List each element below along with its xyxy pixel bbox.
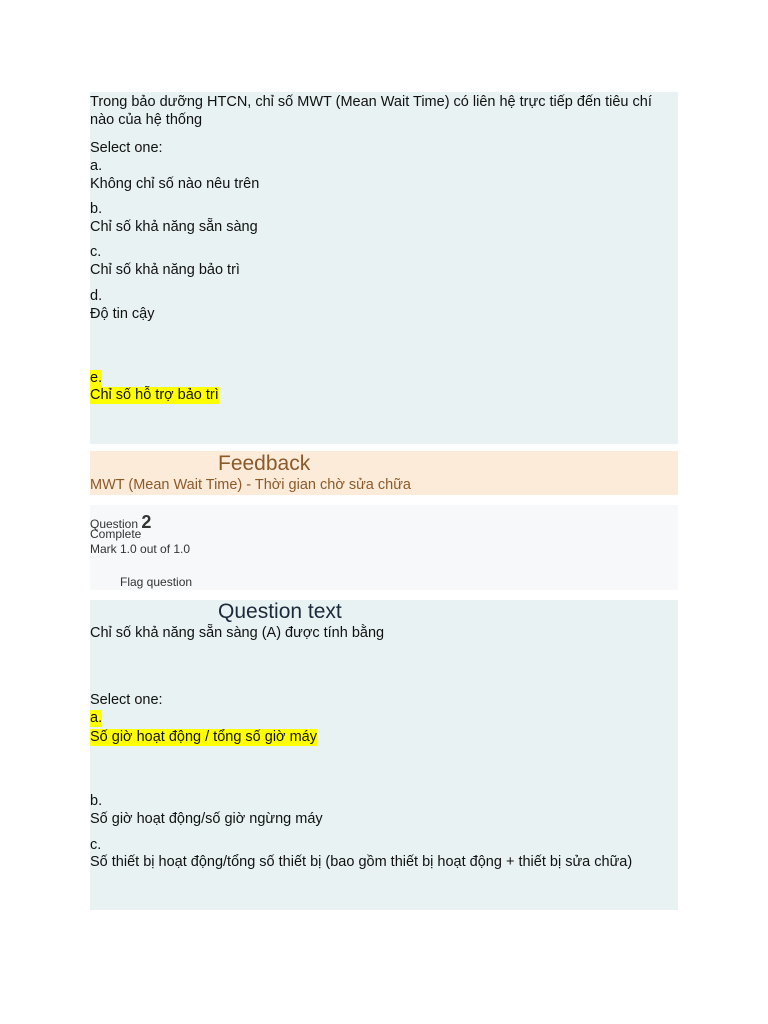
option-d-letter[interactable]: d. [90, 288, 103, 304]
option-c-letter[interactable]: c. [90, 837, 102, 853]
question-2-text: Chỉ số khả năng sẵn sàng (A) được tính bằng [90, 625, 385, 641]
question-1-text-line-2: nào của hệ thống [90, 112, 203, 128]
option-b-letter[interactable]: b. [90, 201, 103, 217]
option-e-text[interactable]: Chỉ số hỗ trợ bảo trì [90, 387, 219, 403]
question-text-heading: Question text [218, 600, 342, 623]
option-c-letter[interactable]: c. [90, 244, 102, 260]
option-a-letter[interactable]: a. [90, 158, 103, 174]
feedback-block [90, 451, 678, 495]
feedback-text: MWT (Mean Wait Time) - Thời gian chờ sửa chữa [90, 477, 411, 493]
option-a-text[interactable]: Không chỉ số nào nêu trên [90, 176, 260, 192]
option-a-text[interactable]: Số giờ hoạt động / tổng số giờ máy [90, 729, 317, 745]
feedback-heading: Feedback [218, 452, 311, 475]
select-one-label: Select one: [90, 140, 163, 156]
option-b-text[interactable]: Chỉ số khả năng sẵn sàng [90, 219, 258, 235]
question-1-text-line-1: Trong bảo dưỡng HTCN, chỉ số MWT (Mean Wait Time) có liên hệ trực tiếp đến tiêu chí [90, 94, 652, 110]
option-c-text[interactable]: Số thiết bị hoạt động/tổng số thiết bị (bao gồm thiết bị hoạt động + thiết bị sửa chữa) [90, 854, 633, 870]
select-one-label: Select one: [90, 692, 163, 708]
question-2-block [90, 600, 678, 910]
question-1-block [90, 92, 678, 444]
question-2-info-block [90, 505, 678, 590]
option-b-letter[interactable]: b. [90, 793, 103, 809]
question-status: Complete [90, 527, 142, 541]
question-mark: Mark 1.0 out of 1.0 [90, 542, 191, 556]
option-b-text[interactable]: Số giờ hoạt động/số giờ ngừng máy [90, 811, 323, 827]
option-e-letter[interactable]: e. [90, 370, 103, 386]
option-d-text[interactable]: Độ tin cậy [90, 306, 155, 322]
question-number: 2 [141, 512, 152, 532]
option-a-letter[interactable]: a. [90, 710, 103, 726]
option-c-text[interactable]: Chỉ số khả năng bảo trì [90, 262, 240, 278]
question-label: Question [90, 517, 139, 531]
flag-question-link[interactable]: Flag question [120, 575, 193, 589]
